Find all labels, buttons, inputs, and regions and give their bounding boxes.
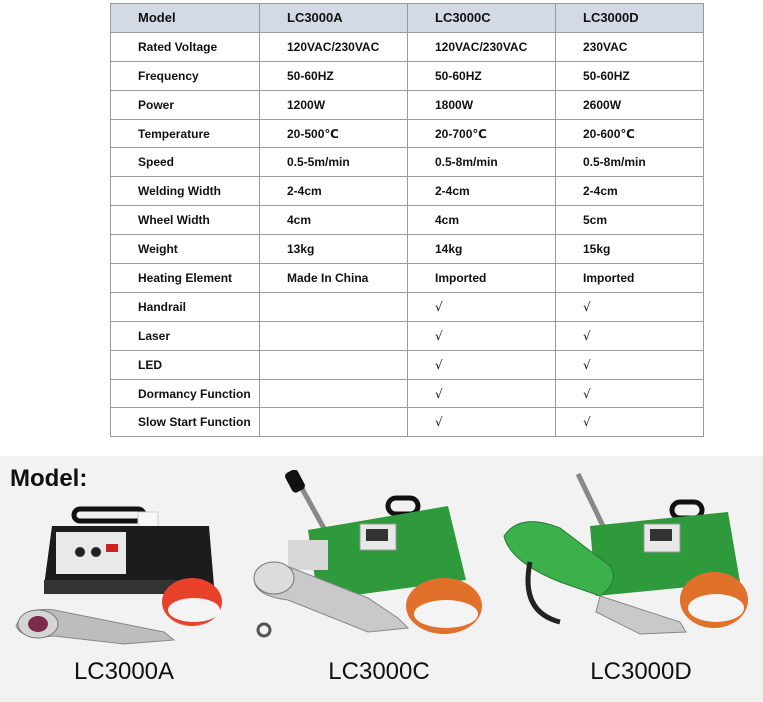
value-cell: √: [556, 408, 704, 437]
table-row: [111, 90, 704, 119]
model-caption: LC3000A: [73, 658, 175, 685]
spec-table: [110, 3, 704, 437]
machine-image-lc3000c: [248, 470, 493, 646]
value-cell: √: [408, 408, 556, 437]
row-label-cell: Welding Width: [111, 177, 260, 206]
value-cell: [260, 408, 408, 437]
value-cell: 50-60HZ: [408, 61, 556, 90]
header-cell: LC3000C: [408, 4, 556, 33]
value-cell: √: [408, 350, 556, 379]
value-cell: 0.5-8m/min: [556, 148, 704, 177]
table-row: [111, 408, 704, 437]
header-cell: LC3000A: [260, 4, 408, 33]
value-cell: √: [408, 379, 556, 408]
model-caption: LC3000D: [590, 658, 692, 685]
table-row: [111, 206, 704, 235]
value-cell: 20-600℃: [556, 119, 704, 148]
table-row: [111, 379, 704, 408]
value-cell: Imported: [556, 264, 704, 293]
value-cell: 50-60HZ: [556, 61, 704, 90]
value-cell: 20-700℃: [408, 119, 556, 148]
value-cell: √: [408, 321, 556, 350]
row-label-cell: Slow Start Function: [111, 408, 260, 437]
table-row: [111, 177, 704, 206]
table-row: [111, 235, 704, 264]
value-cell: [260, 350, 408, 379]
value-cell: √: [408, 292, 556, 321]
welder-green-icon: [248, 470, 493, 646]
machine-image-lc3000d: [500, 472, 750, 642]
row-label-cell: LED: [111, 350, 260, 379]
value-cell: 2-4cm: [260, 177, 408, 206]
table-row: [111, 292, 704, 321]
table-row: [111, 321, 704, 350]
table-row: [111, 350, 704, 379]
welder-green-icon: [500, 472, 750, 642]
value-cell: 20-500℃: [260, 119, 408, 148]
row-label-cell: Heating Element: [111, 264, 260, 293]
row-label-cell: Laser: [111, 321, 260, 350]
table-row: [111, 32, 704, 61]
model-panel: [0, 456, 763, 702]
value-cell: 50-60HZ: [260, 61, 408, 90]
value-cell: 230VAC: [556, 32, 704, 61]
value-cell: √: [556, 292, 704, 321]
value-cell: 2-4cm: [556, 177, 704, 206]
model-caption: LC3000C: [328, 658, 430, 685]
welder-black-icon: [14, 506, 229, 646]
row-label-cell: Weight: [111, 235, 260, 264]
row-label-cell: Temperature: [111, 119, 260, 148]
model-heading: Model:: [10, 465, 88, 492]
value-cell: 4cm: [260, 206, 408, 235]
row-label-cell: Frequency: [111, 61, 260, 90]
header-cell: Model: [111, 4, 260, 33]
value-cell: Imported: [408, 264, 556, 293]
value-cell: 120VAC/230VAC: [260, 32, 408, 61]
value-cell: 0.5-8m/min: [408, 148, 556, 177]
row-label-cell: Handrail: [111, 292, 260, 321]
row-label-cell: Dormancy Function: [111, 379, 260, 408]
value-cell: √: [556, 321, 704, 350]
table-row: [111, 119, 704, 148]
value-cell: 120VAC/230VAC: [408, 32, 556, 61]
table-header-row: [111, 4, 704, 33]
value-cell: 5cm: [556, 206, 704, 235]
row-label-cell: Power: [111, 90, 260, 119]
value-cell: √: [556, 350, 704, 379]
value-cell: 2600W: [556, 90, 704, 119]
row-label-cell: Rated Voltage: [111, 32, 260, 61]
value-cell: 13kg: [260, 235, 408, 264]
value-cell: 1800W: [408, 90, 556, 119]
row-label-cell: Speed: [111, 148, 260, 177]
table-row: [111, 148, 704, 177]
value-cell: [260, 321, 408, 350]
value-cell: Made In China: [260, 264, 408, 293]
value-cell: 0.5-5m/min: [260, 148, 408, 177]
value-cell: [260, 292, 408, 321]
machine-image-lc3000a: [14, 506, 229, 646]
value-cell: 14kg: [408, 235, 556, 264]
row-label-cell: Wheel Width: [111, 206, 260, 235]
value-cell: 15kg: [556, 235, 704, 264]
table-row: [111, 264, 704, 293]
value-cell: √: [556, 379, 704, 408]
value-cell: 4cm: [408, 206, 556, 235]
value-cell: 2-4cm: [408, 177, 556, 206]
value-cell: 1200W: [260, 90, 408, 119]
header-cell: LC3000D: [556, 4, 704, 33]
table-row: [111, 61, 704, 90]
value-cell: [260, 379, 408, 408]
